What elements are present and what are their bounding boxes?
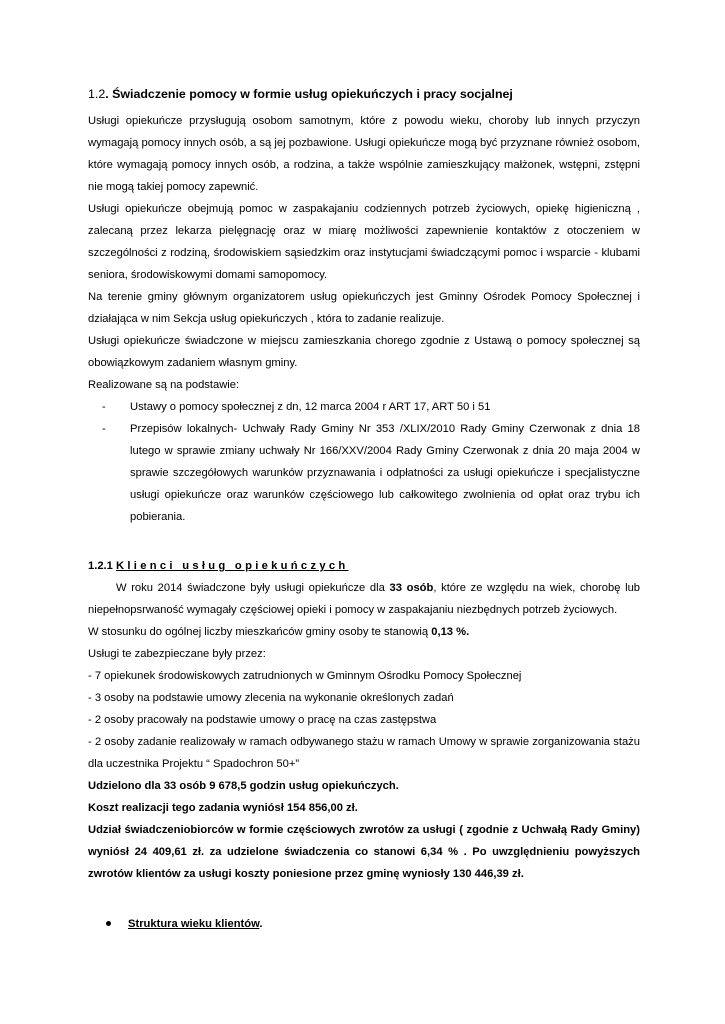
paragraph-eligibility: Usługi opiekuńcze przysługują osobom samotnym, które z powodu wieku, choroby lub innych przyczyn wymagają pomocy innych osób, a są jej pozbawione. Usługi opiekuńcze mogą być przyznane również osobom, które wymagają pomocy innych osób, a rodzina, a także wspólnie zamieszkujący małżonek, wstępni, zstępni nie mogą takiej pomocy zapewnić. <box>88 115 640 193</box>
provider-line: - 2 osoby pracowały na podstawie umowy o pracę na czas zastępstwa <box>88 714 437 726</box>
paragraph-scope: Usługi opiekuńcze obejmują pomoc w zaspakajaniu codziennych potrzeb życiowych, opiekę higieniczną , zalecaną przez lekarza pielęgnację oraz w miarę możliwości zapewnienie kontaktów z otoczeniem w szczególności z rodziną, środowiskiem sąsiedzkim oraz instytucjami świadczącymi pomoc i wsparcie - klubami seniora, środowiskowymi domami samopomocy. <box>88 203 640 281</box>
provider-line: - 7 opiekunek środowiskowych zatrudnionych w Gminnym Ośrodku Pomocy Społecznej <box>88 670 522 682</box>
paragraph-basis-intro: Realizowane są na podstawie: <box>88 379 240 391</box>
age-structure-bullet <box>88 913 640 935</box>
paragraph-providers-intro: Usługi te zabezpieczane były przez: <box>88 648 266 660</box>
list-item-text: Ustawy o pomocy społecznej z dn, 12 marca 2004 r ART 17, ART 50 i 51 <box>130 401 491 413</box>
section-number: 1.2 <box>88 87 106 101</box>
section-title: . Świadczenie pomocy w formie usług opiekuńczych i pracy socjalnej <box>105 87 513 101</box>
share-text: W stosunku do ogólnej liczby mieszkańców gminy osoby te stanowią <box>88 626 432 638</box>
dash-marker: - <box>102 423 106 435</box>
list-item <box>88 418 640 528</box>
section-heading <box>88 86 640 102</box>
subsection-heading <box>88 555 640 577</box>
list-item <box>88 396 640 418</box>
dash-marker: - <box>102 401 106 413</box>
share-value: 0,13 %. <box>431 626 470 638</box>
hours-summary: Udzielono dla 33 osób 9 678,5 godzin usług opiekuńczych. <box>88 780 399 792</box>
provider-line: - 3 osoby na podstawie umowy zlecenia na wykonanie określonych zadań <box>88 692 454 704</box>
basis-list <box>88 396 640 528</box>
clients-count: 33 osób <box>389 582 434 594</box>
clients-text-after: , które ze względu na wiek, chorobę lub niepełnopsrwaność wymagały częściowej opieki i pomocy w zaspakajaniu niezbędnych potrzeb życiowych. <box>88 582 641 616</box>
subsection-number: 1.2.1 <box>88 560 113 572</box>
subsection-title: Klienci usług opiekuńczych <box>116 560 349 572</box>
clients-text-before: W roku 2014 świadczone były usługi opiekuńcze dla <box>116 582 390 594</box>
bullet-dot-icon <box>106 921 111 926</box>
contribution-summary: Udział świadczeniobiorców w formie częściowych zwrotów za usługi ( zgodnie z Uchwałą Rady Gminy) wyniósł 24 409,61 zł. za udzielone świadczenia co stanowi 6,34 % . Po uwzględnieniu powyższych zwrotów klientów za usługi koszty poniesione przez gminę wyniosły 130 446,39 zł. <box>88 824 640 880</box>
paragraph-clients <box>88 577 640 621</box>
paragraph-share <box>88 621 640 643</box>
bullet-suffix: . <box>259 918 263 930</box>
paragraph-organizer: Na terenie gminy głównym organizatorem usług opiekuńczych jest Gminny Ośrodek Pomocy Społecznej i działająca w nim Sekcja usług opiekuńczych , która to zadanie realizuje. <box>88 291 640 325</box>
bullet-label: Struktura wieku klientów <box>128 918 260 930</box>
list-item-text: Przepisów lokalnych- Uchwały Rady Gminy Nr 353 /XLIX/2010 Rady Gminy Czerwonak z dnia 18 lutego w sprawie zmiany uchwały Nr 166/XXV/2004 Rady Gminy Czerwonak z dnia 20 maja 2004 w sprawie szczegółowych warunków przyznawania i odpłatności za usługi opiekuńcze i specjalistyczne usługi opiekuńcze oraz warunków częściowego lub całkowitego zwolnienia od opłat oraz trybu ich pobierania. <box>130 423 640 523</box>
paragraph-obligation: Usługi opiekuńcze świadczone w miejscu zamieszkania chorego zgodnie z Ustawą o pomocy społecznej są obowiązkowym zadaniem własnym gminy. <box>88 335 640 369</box>
cost-summary: Koszt realizacji tego zadania wyniósł 154 856,00 zł. <box>88 802 358 814</box>
provider-line: - 2 osoby zadanie realizowały w ramach odbywanego stażu w ramach Umowy w sprawie zorganizowania stażu dla uczestnika Projektu “ Spadochron 50+” <box>88 736 640 770</box>
document-content <box>88 86 640 935</box>
